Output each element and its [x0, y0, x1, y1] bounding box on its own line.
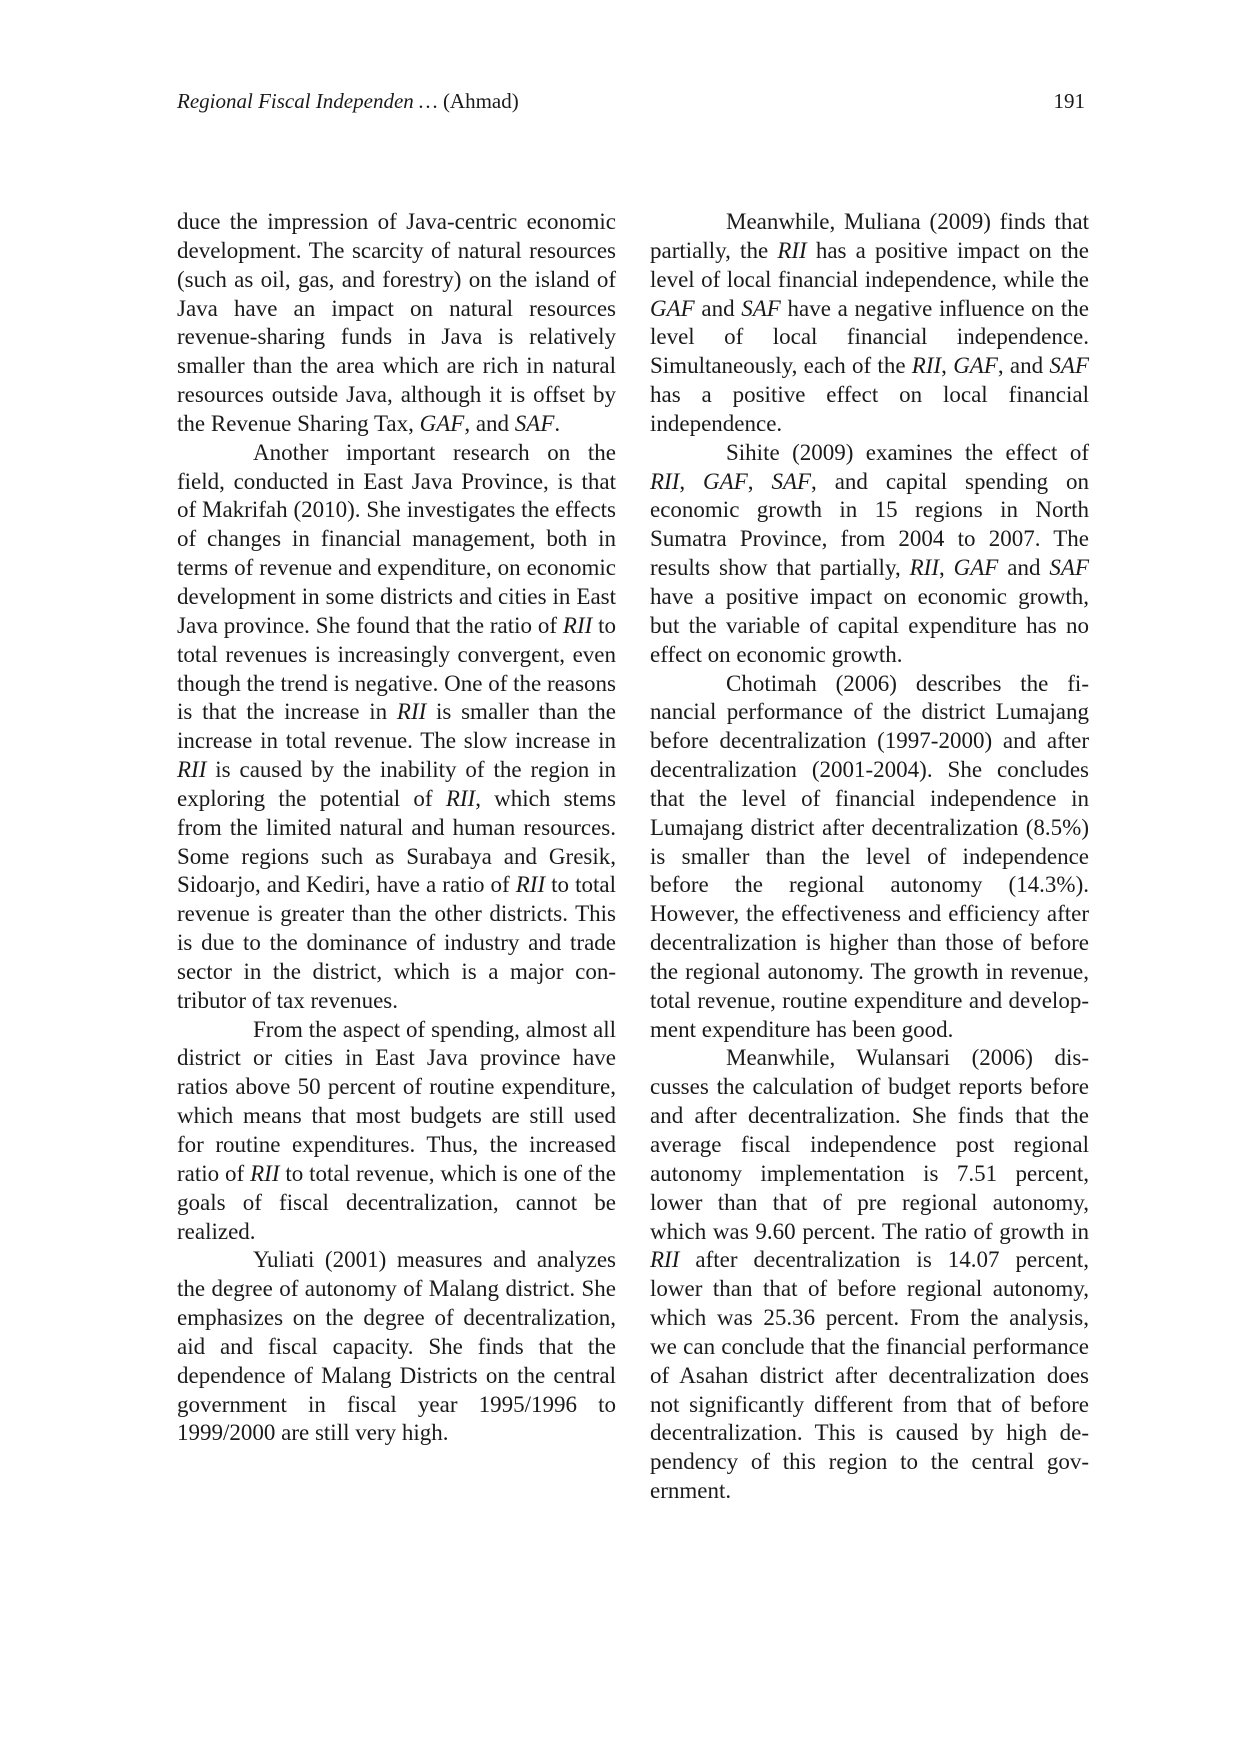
- paragraph: Yuliati (2001) measures and analyzes the degree of autonomy of Malang district. She emphasizes on the degree of decentralization, aid and fiscal capacity. She finds that the dependence of Malang Districts on the central government in fiscal year 1995/1996 to 1999/2000 are still very high.: [177, 1247, 616, 1446]
- left-column: [177, 208, 616, 1448]
- paragraph: Another important research on the field, conducted in East Java Province, is that of Makrifah (2010). She investigates the effects of changes in financial management, both in terms of revenue and expenditure, on economic development in some districts and cities in East Java province. She found that the ratio of RII to total revenues is increasingly convergent, even though the trend is negative. One of the reasons is that the increase in RII is smaller than the increase in total revenue. The slow increase in RII is caused by the inability of the region in exploring the potential of RII, which stems from the limited natural and human resources. Some regions such as Surabaya and Gresik, Sidoarjo, and Kediri, have a ratio of RII to total revenue is greater than the other districts. This is due to the dominance of industry and trade sector in the district, which is a major contributor of tax revenues.: [177, 439, 616, 1013]
- right-column: [650, 208, 1089, 1506]
- page-number: 191: [1053, 89, 1085, 113]
- running-header: [177, 86, 1085, 116]
- paragraph: Meanwhile, Muliana (2009) finds that partially, the RII has a positive impact on the level of local financial independence, while the GAF and SAF have a negative influence on the level of local financial independence. Simultaneously, each of the RII, GAF, and SAF has a positive effect on local financial independence.: [650, 209, 1089, 436]
- paragraph: Sihite (2009) examines the effect of RII, GAF, SAF, and capital spending on economic growth in 15 regions in North Sumatra Province, from 2004 to 2007. The results show that partially, RII, GAF and SAF have a positive impact on economic growth, but the variable of capital expenditure has no effect on economic growth.: [650, 439, 1090, 667]
- paragraph: From the aspect of spending, almost all district or cities in East Java province have ratios above 50 percent of routine expenditure, which means that most budgets are still used for routine expenditures. Thus, the increased ratio of RII to total revenue, which is one of the goals of fiscal decentralization, cannot be realized.: [177, 1016, 616, 1244]
- running-title: Regional Fiscal Independen …: [177, 89, 438, 113]
- paragraph: Chotimah (2006) describes the financial performance of the district Lumajang before decentralization (1997-2000) and after decentralization (2001-2004). She concludes that the level of financial independence in Lumajang district after decentralization (8.5%) is smaller than the level of independence before the regional autonomy (14.3%). However, the effectiveness and efficiency after decentralization is higher than those of before the regional autonomy. The growth in revenue, total revenue, routine expenditure and development expenditure has been good.: [650, 670, 1089, 1042]
- running-author: (Ahmad): [442, 89, 519, 113]
- paragraph: duce the impression of Java-centric economic development. The scarcity of natural resources (such as oil, gas, and forestry) on the island of Java have an impact on natural resources revenue-sharing funds in Java is relatively smaller than the area which are rich in natural resources outside Java, although it is offset by the Revenue Sharing Tax, GAF, and SAF.: [177, 209, 616, 436]
- paragraph: Meanwhile, Wulansari (2006) discusses the calculation of budget reports before and after decentralization. She finds that the average fiscal independence post regional autonomy implementation is 7.51 percent, lower than that of pre regional autonomy, which was 9.60 percent. The ratio of growth in RII after decentralization is 14.07 percent, lower than that of before regional autonomy, which was 25.36 percent. From the analysis, we can conclude that the financial performance of Asahan district after decentralization does not significantly different from that of before decentralization. This is caused by high dependency of this region to the central government.: [650, 1045, 1089, 1504]
